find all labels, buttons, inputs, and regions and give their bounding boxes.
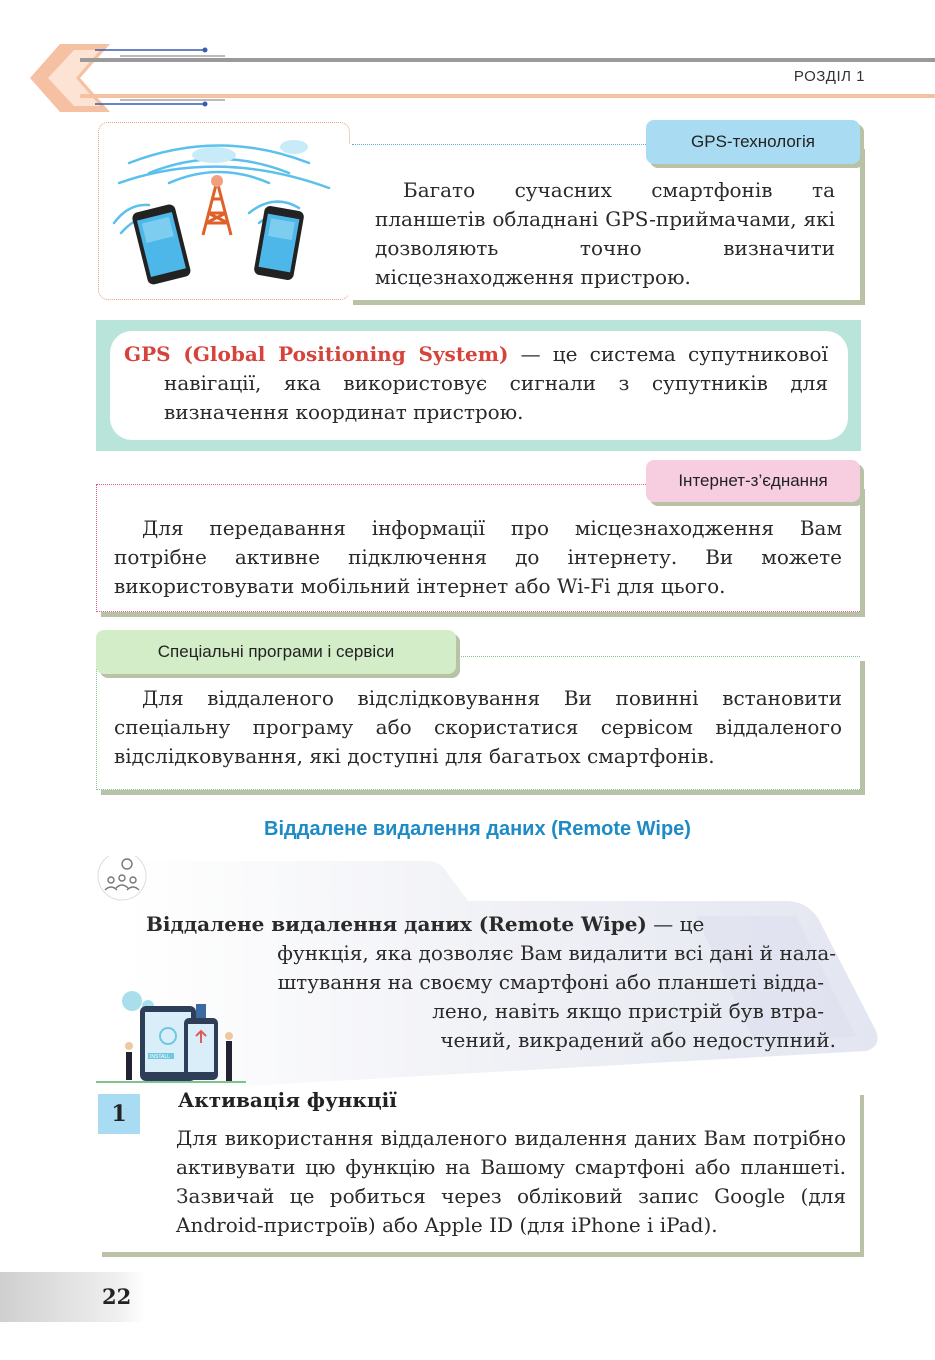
- install-label: INSTALL: [150, 1054, 170, 1060]
- definition-body: — це система супутникової навігації, яка використовує сигнали з супутників для визначення координат пристрою.: [164, 342, 828, 424]
- internet-text: Для передавання інформації про місцезнаходження Вам потрібне активне підключення до інтернету. Ви можете використовувати мобільний інтернет або Wi-Fi для цього.: [114, 516, 842, 598]
- section-label: РОЗДІЛ 1: [793, 68, 865, 85]
- activation-title: Активація функції: [178, 1088, 397, 1112]
- remote-wipe-line: штування на своєму смартфоні або планшеті відда-: [277, 970, 824, 994]
- step-number: 1: [98, 1094, 140, 1134]
- phone-icon: [253, 205, 305, 281]
- cloud-icon: [192, 140, 308, 163]
- definition-term: GPS (Global Positioning System): [124, 342, 509, 366]
- card-divider: [352, 144, 652, 145]
- page-header-decoration: [0, 0, 935, 120]
- programs-tag: Спеціальні програми і сервіси: [96, 630, 456, 674]
- page-number: 22: [102, 1284, 132, 1309]
- tower-icon: [203, 181, 231, 235]
- activation-text: Для використання віддаленого видалення даних Вам потрібно активувати цю функцію на Вашому смартфоні або планшеті. Зазвичай це робиться через обліковий запис Google (для Android-пристроїв) або Apple ID (для iPhone і iPad).: [176, 1126, 846, 1237]
- definition-text: [124, 340, 828, 427]
- gps-tag: GPS-технологія: [646, 120, 860, 164]
- remote-wipe-heading: Віддалене видалення даних (Remote Wipe): [264, 818, 691, 840]
- remote-wipe-term: Віддалене видалення даних (Remote Wipe): [146, 912, 647, 936]
- internet-tag: Інтернет-з’єднання: [646, 460, 860, 502]
- remote-wipe-line: лено, навіть якщо пристрій був втра-: [432, 999, 824, 1023]
- phone-icon: [131, 203, 192, 285]
- gps-text: Багато сучасних смартфонів та планшетів обладнані GPS-приймачами, які дозволяють точно визначити місцезнаходження пристрою.: [375, 178, 835, 289]
- remote-wipe-line: функція, яка дозволяє Вам видалити всі дані й нала-: [277, 941, 836, 965]
- programs-text: Для віддаленого відслідковування Ви повинні встановити спеціальну програму або скористатися сервісом віддаленого відслідковування, які доступні для багатьох смартфонів.: [114, 686, 842, 768]
- remote-wipe-line: — це: [646, 912, 705, 936]
- remote-wipe-definition: [146, 910, 836, 1055]
- remote-wipe-line: чений, викрадений або недоступний.: [440, 1028, 836, 1052]
- gps-illustration: [98, 122, 350, 300]
